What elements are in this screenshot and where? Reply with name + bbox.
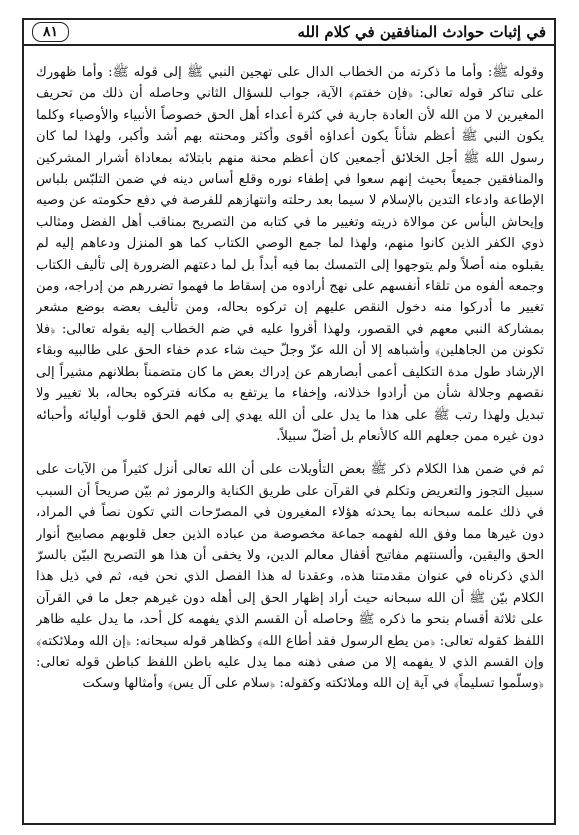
running-header [24,20,554,46]
page-number: ٨١ [32,22,69,42]
page-body [36,62,544,812]
paragraph-1: وقوله ﷺ: وأما ما ذكرته من الخطاب الدال على تهجين النبي ﷺ إلى قوله ﷺ: وأما ظهورك على تناكر قوله تعالى: ﴿فإن خفتم﴾ الآية، جواب للسؤال الثاني وحاصله أن ذلك من تحريف المغيرين لا من الله لأن العادة جارية في كثرة أعداء أهل الحق خصوصاً الأنبياء والأوصياء وكلما يكون النبي ﷺ أعظم شأناً يكون أعداؤه أقوى وأكثر ومحنته بهم أشد وأكبر، ولهذا لما كان رسول الله ﷺ أجل الخلائق أجمعين كان أعظم محنة منهم بابتلائه بمعاداة أشرار المشركين والمنافقين جميعاً بحيث إنهم سعوا في إطفاء نوره وقلع أساس دينه في ضمن التلبّس بلباس الإطاعة وادعاء التدين بالإسلام لا سيما بعد رحلته وانتهازهم للفرصة في دفع حكومته عن وصيه وإيحاش البأس عن موالاة ذريته وتغيير ما في كتابه من التصريح بمناقب أهل الفضل ومثالب ذوي الكفر الذين كانوا منهم، ولهذا لما جمع الوصي الكتاب كما هو المنزل ودعاهم إليه لم يقبلوه منه أصلاً ولم يتوجهوا إلى التمسك بما فيه أبداً بل لما دعتهم الضرورة إلى تأليف الكتاب وجمعه ألفوه من تلقاء أنفسهم على نهج أرادوه من إسقاط ما فهموا تضررهم من إدراجه، ومن تغيير ما أدركوا منه دخول النقص عليهم إن تركوه بحاله، ومن تأليف بعضه بوضع مشعر بمشاركة النبي معهم في القصور، ولهذا أقروا عليه في ضم الخطاب إليه بقوله تعالى: ﴿فلا تكونن من الجاهلين﴾ وأشباهه إلا أن الله عزّ وجلّ حيث شاء عدم خفاء الحق على طالبيه وبقاء الإرشاد طول مدة التكليف أعمى أبصارهم عن إدراك بعض ما كان متضمناً بطلانهم مشيراً إلى نقصهم وجلالة شأن من أرادوا خذلانه، وإخفاء ما يرتفع به مكانه فتركوه بحاله، بلا تغيير ولا تبديل ولهذا رتب ﷺ على هذا ما يدل على أن الله يهدي إلى فهم الحق قلوب أوليائه وأحبائه دون غيره ممن جعلهم الله كالأنعام بل أضلّ سبيلاً. [36,65,544,444]
header-title: في إثبات حوادث المنافقين في كلام الله [297,23,546,41]
paragraph-2: ثم في ضمن هذا الكلام ذكر ﷺ بعض التأويلات على أن الله تعالى أنزل كثيراً من الآيات على سبيل التجوز والتعريض وتكلم في القرآن على طريق الكناية والرموز ثم بيّن صريحاً أن السبب في ذلك علمه سبحانه بما يحدثه هؤلاء المغيرون في المصرّحات التي تكون نصاً في المراد، دون غيرها مما وفق الله لفهمه جماعة مخصوصة من عباده الذين جعل قلوبهم مصابيح أنوار الحق واليقين، وألسنتهم مفاتيح أقفال معالم الدين، ولا يخفى أن هذا هو التصريح البيّن بالسرّ الذي ذكرناه في عنوان مقدمتنا هذه، وعقدنا له هذا الفصل الذي نحن فيه، ثم في ذيل هذا الكلام بيّن ﷺ أن الله سبحانه حيث أراد إظهار الحق إلى أهله دون غيرهم جعل ما في القرآن على ثلاثة أقسام بنحو ما ذكره ﷺ وحاصله أن القسم الذي يفهمه كل أحد، ما يدل عليه ظاهر اللفظ كقوله تعالى: ﴿من يطع الرسول فقد أطاع الله﴾ وكظاهر قوله سبحانه: ﴿إن الله وملائكته﴾ وإن القسم الذي لا يفهمه إلا من صفى ذهنه مما يدل عليه باطن اللفظ كباطن قوله تعالى: ﴿وسلّموا تسليماً﴾ في آية إن الله وملائكته وكقوله: ﴿سلام على آل يس﴾ وأمثالها وسكت [36,462,544,692]
